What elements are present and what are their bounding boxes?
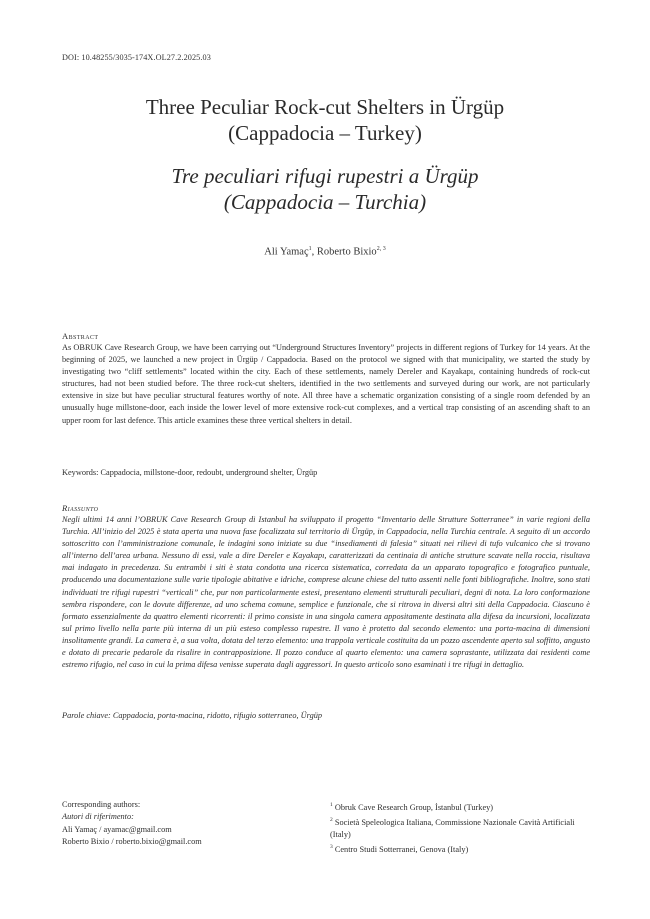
corresponding-heading: Corresponding authors: [62,800,141,809]
affiliation-item [330,799,592,814]
keywords-italian: Parole chiave: Cappadocia, porta-macina, ridotto, rifugio sotterraneo, Ürgüp [62,711,323,720]
abstract-heading: Abstract [62,331,99,341]
title-english-line-2: (Cappadocia – Turkey) [228,121,422,145]
author-affiliation-mark: 2, 3 [376,246,386,252]
affiliation-text: Società Speleologica Italiana, Commissione Nazionale Cavità Artificiali (Italy) [330,817,575,840]
title-english-line-1: Three Peculiar Rock-cut Shelters in Ürgüp [145,95,505,119]
corresponding-line: Ali Yamaç / ayamac@gmail.com [62,824,172,834]
affiliation-text: Obruk Cave Research Group, İstanbul (Turkey) [334,802,494,812]
corresponding-heading-italian: Autori di riferimento: [62,812,134,822]
affiliation-item [330,841,592,856]
title-italian-line-1: Tre peculiari rifugi rupestri a Ürgüp [171,164,479,188]
corresponding-line: Roberto Bixio / roberto.bixio@gmail.com [62,836,202,846]
corresponding-authors [62,799,292,848]
title-italian-line-2: (Cappadocia – Turchia) [223,190,427,214]
title-italian [60,163,590,215]
affiliation-mark: 3 [330,844,333,851]
affiliation-text: Centro Studi Sotterranei, Genova (Italy) [334,845,469,855]
author-name: Ali Yamaç [264,246,309,258]
abstract-text: As OBRUK Cave Research Group, we have been carrying out “Underground Structures Inventory” projects in different regions of Turkey for 14 years. At the beginning of 2025, we launched a new project in Ürgüp / Cappadocia. Based on the protocol we signed with that municipality, we started the study by investigating two “cliff settlements” located within the city. Each of these settlements, namely Dereler and Kayakapı, containing hundreds of rock-cut structures, had not been studied before. The three rock-cut shelters, identified in the two settlements and surveyed during our work, are not particularly extensive in size but have peculiar structural features worthy of note. All three have a schematic organization consisting of a single room defended by an unusually huge millstone-door, each inside the lower level of more extensive rock-cut complexes, and a vertical trap consisting of an ascending shaft to an upper room for last defence. This article examines these three vertical shelters in detail. [62,343,590,425]
riassunto-heading: Riassunto [62,503,99,513]
author-name: Roberto Bixio [316,246,377,258]
doi-line: DOI: 10.48255/3035-174X.OL27.2.2025.03 [62,53,211,62]
affiliation-mark: 2 [330,817,333,824]
title-english [60,94,590,146]
author-list [60,246,590,258]
affiliation-mark: 1 [330,802,333,808]
riassunto-text: Negli ultimi 14 anni l’OBRUK Cave Research Group di Istanbul ha sviluppato il progetto “Inventario delle Strutture Sotterranee” in varie regioni della Turchia. All’inizio del 2025 è stata aperta una nuova fase focalizzata sul territorio di Ürgüp, in Cappadocia, nella Turchia centrale. A seguito di un accordo sottoscritto con l’amministrazione comunale, le indagini sono iniziate su due “insediamenti di falesia” situati nei rilievi di tufo vulcanico che si trovano all’interno dell’area urbana. Nessuno di essi, vale a dire Dereler e Kayakapı, caratterizzati da centinaia di antiche strutture scavate nella roccia, risultava mai indagato in precedenza. Su entrambi i siti è stata condotta una ricerca sistematica, corredata da un apparato topografico e fotografico puntuale, producendo una documentazione sulle varie tipologie abitative e idriche, comprese alcune chiese del tutto assenti nelle fonti bibliografiche. Inoltre, sono stati individuati tre rifugi rupestri “verticali” che, pur non particolarmente estesi, presentano elementi strutturali peculiari, degni di nota. La loro conformazione sembra rispondere, con le dovute differenze, ad uno schema comune, semplice e funzionale, che si ritrova in diversi altri siti della Cappadocia. Ciascuno è formato essenzialmente da quattro elementi ricorrenti: il primo consiste in una singola camera appositamente destinata alla difesa da incursioni, localizzata sul primo livello nella parte più interna di un più esteso complesso rupestre. Il vano è protetto dal secondo elemento: una porta-macina di dimensioni insolitamente grandi. La camera è, a sua volta, dotata del terzo elemento: una trappola verticale costituita da un pozzo ascendente aperto sul soffitto, angusto e dotato di precarie pedarole da risalire in contrapposizione. Il pozzo conduce al quarto elemento: una camera soprastante, utilizzata dai residenti come estremo rifugio, nel caso in cui la prima difesa venisse superata dagli aggressori. In questo articolo sono esaminati i tre rifugi in dettaglio. [62,515,590,670]
author-affiliation-mark: 1 [308,246,312,252]
affiliation-item [330,814,592,841]
author-separator: , [311,246,317,258]
keywords-english: Keywords: Cappadocia, millstone-door, redoubt, underground shelter, Ürgüp [62,468,318,477]
affiliations [330,799,592,856]
